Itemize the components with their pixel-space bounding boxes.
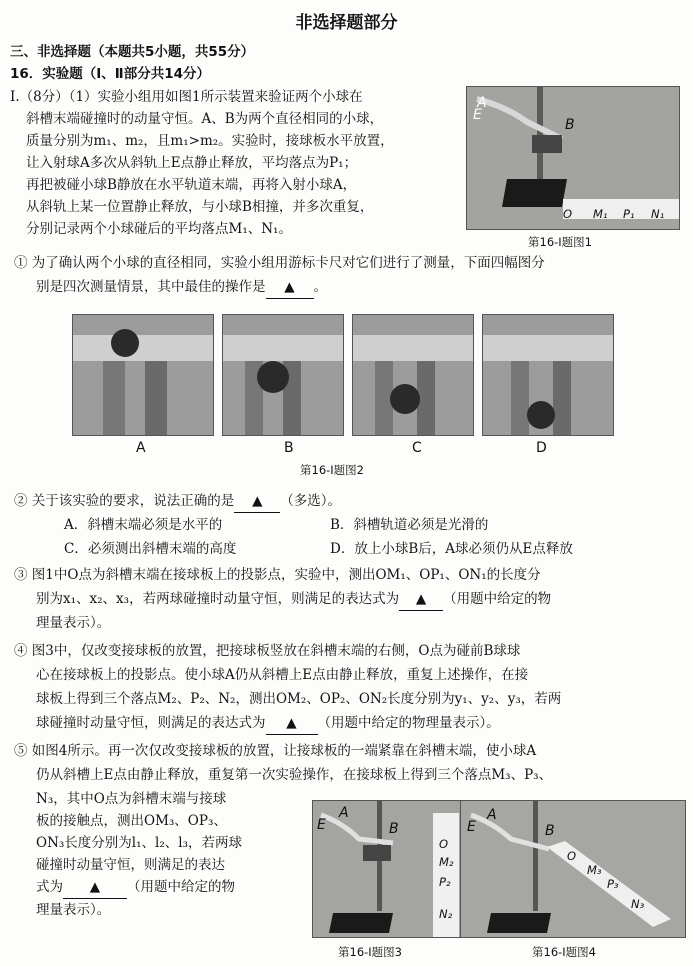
intro-line: 斜槽末端碰撞时的动量守恒。A、B为两个直径相同的小球， (26, 111, 384, 127)
q2-option-a: A．斜槽末端必须是水平的 (64, 517, 223, 533)
q1-line-2 (36, 276, 327, 299)
q5-line: N₃，其中O点为斜槽末端与接球 (36, 791, 227, 807)
q4-text-a: 球碰撞时动量守恒，则满足的表达式为 (36, 715, 266, 731)
q2-text-b: （多选）。 (280, 493, 342, 509)
section-heading: 三、非选择题（本题共5小题，共55分） (10, 44, 255, 60)
figure-3-photo (312, 800, 462, 938)
label-p1: P₁ (623, 207, 635, 221)
q5-line-1 (14, 740, 536, 762)
label-m3: M₃ (587, 863, 602, 877)
label-o: O (439, 837, 449, 851)
figure-3-caption: 第16-Ⅰ题图3 (338, 945, 402, 959)
q5-text: 如图4所示。再一次仅改变接球板的放置，让接球板的一端紧靠在斜槽末端，使小球A (31, 743, 537, 759)
label-o: O (567, 849, 577, 863)
label-e: E (317, 817, 326, 833)
q4-text: 图3中，仅改变接球板的放置，把接球板竖放在斜槽末端的右侧，O点为碰前B球球 (31, 643, 521, 659)
label-p2: P₂ (439, 875, 451, 889)
caliper-photo-d (482, 314, 614, 436)
intro-line: 让入射球A多次从斜轨上E点静止释放，平均落点为P₁； (26, 155, 358, 171)
q5-text-b: （用题中给定的物 (127, 879, 235, 895)
answer-blank: ▲ (63, 876, 127, 899)
q1-text: 为了确认两个小球的直径相同，实验小组用游标卡尺对它们进行了测量，下面四幅图分 (31, 255, 545, 271)
option-label-a: A (136, 440, 146, 456)
q4-text-b: （用题中给定的物理量表示）。 (317, 715, 500, 731)
q1-text-b: 。 (313, 279, 327, 295)
intro-line: 从斜轨上某一位置静止释放，与小球B相撞，并多次重复， (26, 199, 374, 215)
answer-blank: ▲ (266, 276, 314, 299)
page-title: 非选择题部分 (295, 13, 398, 33)
intro-line: 再把被碰小球B静放在水平轨道末端，再将入射小球A， (26, 177, 357, 193)
option-label-c: C (412, 440, 422, 456)
q5-line-2: 仍从斜槽上E点由静止释放，重复第一次实验操作，在接球板上得到三个落点M₃、P₃、 (36, 767, 553, 783)
apparatus-illustration (467, 87, 679, 229)
answer-blank: ▲ (234, 490, 280, 513)
q3-line-2 (36, 588, 551, 611)
label-m2: M₂ (439, 855, 454, 869)
figure-1-photo (466, 86, 680, 230)
q4-line-4 (36, 712, 500, 735)
label-n1: N₁ (651, 207, 665, 221)
q1-text-a: 别是四次测量情景，其中最佳的操作是 (36, 279, 266, 295)
caliper-photo-c (352, 314, 474, 436)
q2-number: ② (14, 493, 28, 509)
q2-text-a: 关于该实验的要求，说法正确的是 (31, 493, 235, 509)
label-b: B (545, 823, 555, 839)
q3-text-b: （用题中给定的物 (443, 591, 552, 607)
q2-option-c: C．必须测出斜槽末端的高度 (64, 541, 237, 557)
q5-number: ⑤ (14, 743, 28, 759)
q5-left-column (36, 788, 242, 921)
q5-line: 板的接触点，测出OM₃、OP₃、 (36, 813, 227, 829)
q3-text-a: 别为x₁、x₂、x₃，若两球碰撞时动量守恒，则满足的表达式为 (36, 591, 400, 607)
q1-line-1 (14, 252, 545, 274)
answer-blank: ▲ (266, 712, 318, 735)
q5-line: ON₃长度分别为l₁、l₂、l₃，若两球 (36, 835, 242, 851)
figure-1-caption: 第16-Ⅰ题图1 (528, 235, 592, 249)
q2-option-b: B．斜槽轨道必须是光滑的 (330, 517, 489, 533)
label-n2: N₂ (439, 907, 453, 921)
label-e: E (467, 819, 476, 835)
label-p3: P₃ (607, 877, 619, 891)
q4-number: ④ (14, 643, 28, 659)
q3-number: ③ (14, 567, 28, 583)
label-a: A (477, 95, 487, 111)
label-m1: M₁ (593, 207, 608, 221)
q5-line: 理量表示）。 (36, 902, 111, 918)
q5-line (36, 876, 242, 899)
q4-line-2: 心在接球板上的投影点。使小球A仍从斜槽上E点由静止释放，重复上述操作，在接 (36, 667, 529, 683)
q2-stem (14, 490, 341, 513)
figure-4-caption: 第16-Ⅰ题图4 (532, 945, 596, 959)
intro-line: Ⅰ.（8分）（1）实验小组用如图1所示装置来验证两个小球在 (10, 89, 363, 105)
label-e: E (473, 107, 482, 123)
q4-line-3: 球板上得到三个落点M₂、P₂、N₂，测出OM₂、OP₂、ON₂长度分别为y₁、y₂、y₃，若两 (36, 691, 562, 707)
caliper-photo-a (72, 314, 214, 436)
figure-2-caption: 第16-Ⅰ题图2 (300, 463, 364, 477)
label-b: B (565, 117, 575, 133)
answer-blank: ▲ (399, 588, 443, 611)
intro-line: 质量分别为m₁、m₂，且m₁>m₂。实验时，接球板水平放置， (26, 133, 394, 149)
q3-text: 图1中O点为斜槽末端在接球板上的投影点，实验中，测出OM₁、OP₁、ON₁的长度分 (31, 567, 541, 583)
q5-text-a: 式为 (36, 879, 63, 895)
label-b: B (389, 821, 399, 837)
option-label-d: D (536, 440, 547, 456)
caliper-photo-b (222, 314, 344, 436)
intro-line: 分别记录两个小球碰后的平均落点M₁、N₁。 (26, 221, 292, 237)
q4-line-1 (14, 640, 520, 662)
option-label-b: B (284, 440, 294, 456)
figure-2-photos (72, 314, 616, 438)
q3-line-3: 理量表示）。 (36, 615, 111, 631)
label-a: A (339, 805, 349, 821)
q5-line: 碰撞时动量守恒，则满足的表达 (36, 857, 225, 873)
q3-line-1 (14, 564, 541, 586)
label-o: O (563, 207, 573, 221)
q1-number: ① (14, 255, 28, 271)
q2-option-d: D．放上小球B后，A球必须仍从E点释放 (330, 541, 573, 557)
intro-paragraph (10, 86, 394, 240)
figure-4-photo (460, 800, 686, 938)
label-a: A (487, 807, 497, 823)
question-16-heading: 16．实验题（Ⅰ、Ⅱ部分共14分） (10, 66, 210, 82)
label-n3: N₃ (631, 897, 645, 911)
